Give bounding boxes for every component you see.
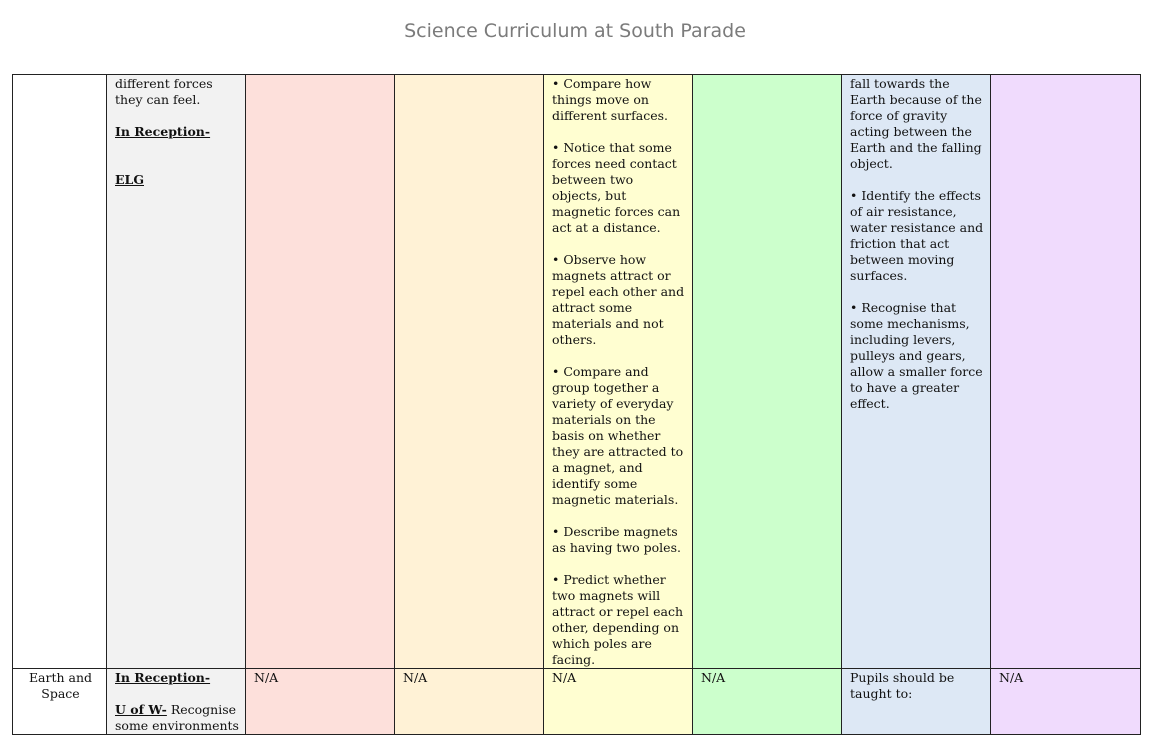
eyfs-cell	[107, 75, 246, 669]
eyfs-intro-text: different forces they can feel.	[115, 76, 213, 107]
list-item: • Compare how things move on different surfaces.	[552, 76, 669, 123]
year5-cell: Pupils should be taught to:	[842, 669, 991, 735]
year6-cell	[991, 75, 1141, 669]
uow-label: U of W-	[115, 702, 167, 717]
in-reception-heading: In Reception-	[115, 670, 211, 685]
year1-cell: N/A	[246, 669, 395, 735]
year2-cell	[395, 75, 544, 669]
year1-cell	[246, 75, 395, 669]
year4-cell: N/A	[693, 669, 842, 735]
table-row-earth-space	[13, 669, 1141, 735]
list-item: • Recognise that some mechanisms, including levers, pulleys and gears, allow a smaller force to have a greater effect.	[850, 300, 983, 411]
eyfs-cell	[107, 669, 246, 735]
in-reception-heading: In Reception-	[115, 124, 211, 139]
uow-text: Recognise some environments	[115, 702, 239, 733]
list-item: fall towards the Earth because of the force of gravity acting between the Earth and the falling object.	[850, 76, 982, 171]
curriculum-table	[12, 74, 1141, 735]
list-item: • Observe how magnets attract or repel each other and attract some materials and not others.	[552, 252, 685, 347]
year5-cell	[842, 75, 991, 669]
list-item: • Notice that some forces need contact between two objects, but magnetic forces can act at a distance.	[552, 140, 681, 235]
year3-cell	[544, 75, 693, 669]
year3-cell: N/A	[544, 669, 693, 735]
year6-cell: N/A	[991, 669, 1141, 735]
page-title: Science Curriculum at South Parade	[404, 20, 746, 42]
year4-cell	[693, 75, 842, 669]
list-item: • Predict whether two magnets will attract or repel each other, depending on which poles are facing.	[552, 572, 684, 667]
list-item: • Compare and group together a variety of everyday materials on the basis on whether they are attracted to a magnet, and identify some magnetic materials.	[552, 364, 684, 507]
list-item: • Describe magnets as having two poles.	[552, 524, 681, 555]
elg-heading: ELG	[115, 172, 144, 187]
year2-cell: N/A	[395, 669, 544, 735]
subject-cell	[13, 75, 107, 669]
table-row-forces	[13, 75, 1141, 669]
subject-cell: Earth and Space	[13, 669, 107, 735]
list-item: • Identify the effects of air resistance, water resistance and friction that act between moving surfaces.	[850, 188, 984, 283]
